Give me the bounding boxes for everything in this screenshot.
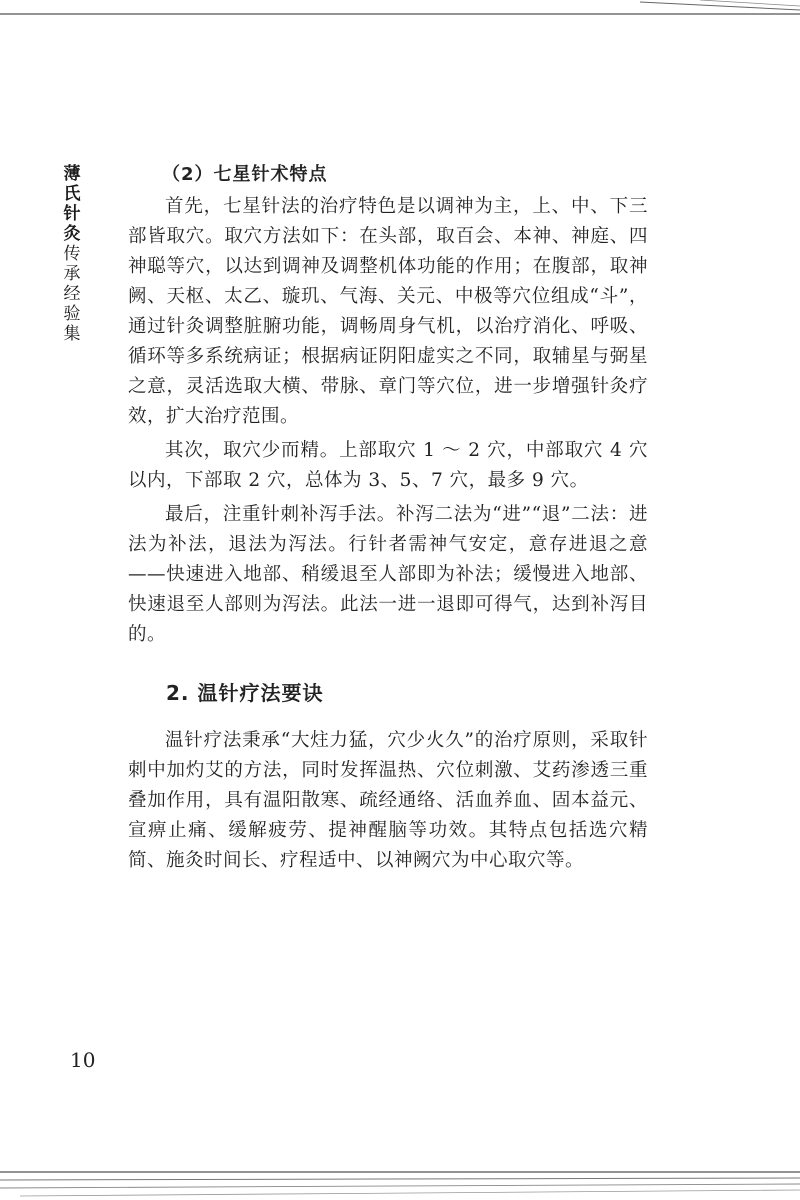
page-stack-top-edge [0, 0, 800, 24]
paragraph: 温针疗法秉承“大炷力猛，穴少火久”的治疗原则，采取针刺中加灼艾的方法，同时发挥温热、穴位刺激、艾药渗透三重叠加作用，具有温阳散寒、疏经通络、活血养血、固本益元、宣痹止痛、缓解疲劳、提神醒脑等功效。其特点包括选穴精简、施灸时间长、疗程适中、以神阙穴为中心取穴等。 [128, 730, 648, 871]
book-title-char: 氏 [63, 184, 81, 204]
book-title-char: 传 [63, 244, 81, 264]
book-title-char: 针 [63, 204, 81, 224]
book-title-vertical [60, 164, 84, 344]
book-title-char: 集 [63, 324, 81, 344]
book-title-char: 薄 [63, 164, 81, 184]
paragraph: 最后，注重针刺补泻手法。补泻二法为“进”“退”二法：进法为补法，退法为泻法。行针者需神气安定，意存进退之意——快速进入地部、稍缓退至人部即为补法；缓慢进入地部、快速退至人部则为泻法。此法一进一退即可得气，达到补泻目的。 [128, 504, 648, 645]
book-title-char: 经 [63, 284, 81, 304]
page-stack-bottom-edge [0, 1162, 800, 1200]
page-number: 10 [70, 1048, 96, 1072]
page-body [128, 160, 648, 880]
book-title-char: 验 [63, 304, 81, 324]
subsection-heading: （2）七星针术特点 [162, 164, 328, 185]
section-heading: 2. 温针疗法要诀 [166, 681, 324, 705]
book-title-char: 灸 [63, 224, 81, 244]
paragraph: 其次，取穴少而精。上部取穴 1 ～ 2 穴，中部取穴 4 穴以内，下部取 2 穴，总体为 3、5、7 穴，最多 9 穴。 [128, 440, 648, 491]
paragraph: 首先，七星针法的治疗特色是以调神为主，上、中、下三部皆取穴。取穴方法如下：在头部，取百会、本神、神庭、四神聪等穴，以达到调神及调整机体功能的作用；在腹部，取神阙、天枢、太乙、璇玑、气海、关元、中极等穴位组成“斗”，通过针灸调整脏腑功能，调畅周身气机，以治疗消化、呼吸、循环等多系统病证；根据病证阴阳虚实之不同，取辅星与弼星之意，灵活选取大横、带脉、章门等穴位，进一步增强针灸疗效，扩大治疗范围。 [128, 196, 648, 427]
book-title-char: 承 [63, 264, 81, 284]
